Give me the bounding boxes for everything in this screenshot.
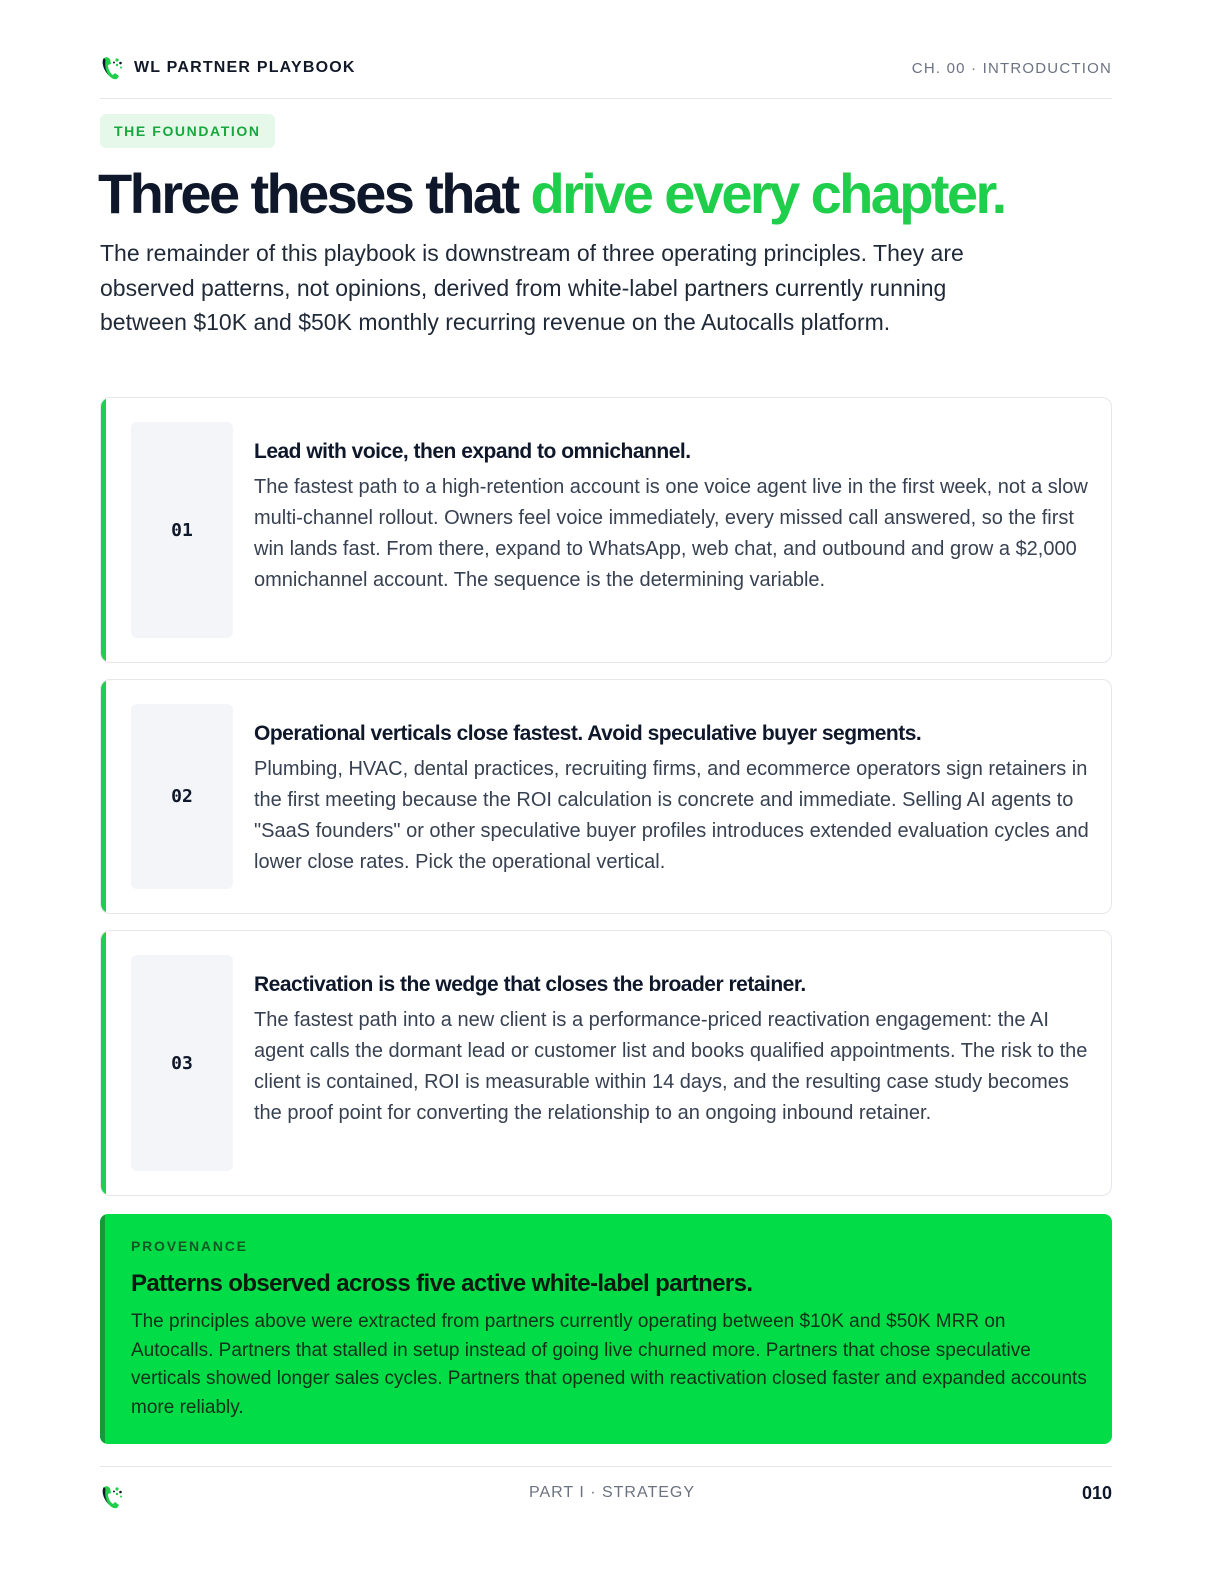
page-title (98, 160, 1128, 228)
section-badge: THE FOUNDATION (100, 114, 275, 148)
thesis-body: Plumbing, HVAC, dental practices, recruiting firms, and ecommerce operators sign retainers in the first meeting because the ROI calculation is concrete and immediate. Selling AI agents to "SaaS founders" or other speculative buyer profiles introduces extended evaluation cycles and lower close rates. Pick the operational vertical. (254, 758, 1089, 873)
page-number: 010 (1081, 1483, 1112, 1503)
thesis-title: Operational verticals close fastest. Avoid speculative buyer segments. (254, 722, 922, 745)
provenance-callout (100, 1214, 1112, 1444)
thesis-card-3 (100, 930, 1112, 1196)
chapter-label: CH. 00 · INTRODUCTION (911, 59, 1112, 77)
header-divider (100, 98, 1112, 99)
phone-sparkle-icon (100, 54, 124, 82)
thesis-number: 03 (131, 955, 233, 1171)
brand-name: WL PARTNER PLAYBOOK (134, 59, 356, 76)
thesis-card-1 (100, 397, 1112, 663)
provenance-title: Patterns observed across five active white-label partners. (131, 1270, 753, 1297)
brand (100, 54, 356, 82)
intro-paragraph: The remainder of this playbook is downstream of three operating principles. They are observed patterns, not opinions, derived from white-label partners currently running between $10K and $50K monthly recurring revenue on the Autocalls platform. (100, 240, 964, 335)
provenance-body: The principles above were extracted from partners currently operating between $10K and $50K MRR on Autocalls. Partners that stalled in setup instead of going live churned more. Partners that chose speculative verticals showed longer sales cycles. Partners that opened with reactivation closed faster and expanded accounts more reliably. (131, 1311, 1087, 1418)
title-main: Three theses that (98, 162, 531, 225)
title-accent: drive every chapter. (530, 162, 1005, 225)
page-header (100, 52, 1112, 84)
thesis-body: The fastest path into a new client is a performance-priced reactivation engagement: the AI agent calls the dormant lead or customer list and books qualified appointments. The risk to the client is contained, ROI is measurable within 14 days, and the resulting case study becomes the proof point for converting the relationship to an ongoing inbound retainer. (254, 1009, 1088, 1124)
provenance-label: PROVENANCE (131, 1238, 248, 1254)
thesis-title: Lead with voice, then expand to omnichannel. (254, 440, 691, 463)
thesis-number: 02 (131, 704, 233, 889)
thesis-body: The fastest path to a high-retention account is one voice agent live in the first week, not a slow multi-channel rollout. Owners feel voice immediately, every missed call answered, so the first win lands fast. From there, expand to WhatsApp, web chat, and outbound and grow a $2,000 omnichannel account. The sequence is the determining variable. (254, 476, 1088, 591)
footer-part-label: PART I · STRATEGY (528, 1484, 696, 1501)
thesis-number: 01 (131, 422, 233, 638)
thesis-title: Reactivation is the wedge that closes the broader retainer. (254, 973, 806, 996)
footer-divider (100, 1466, 1112, 1467)
thesis-card-2 (100, 679, 1112, 914)
